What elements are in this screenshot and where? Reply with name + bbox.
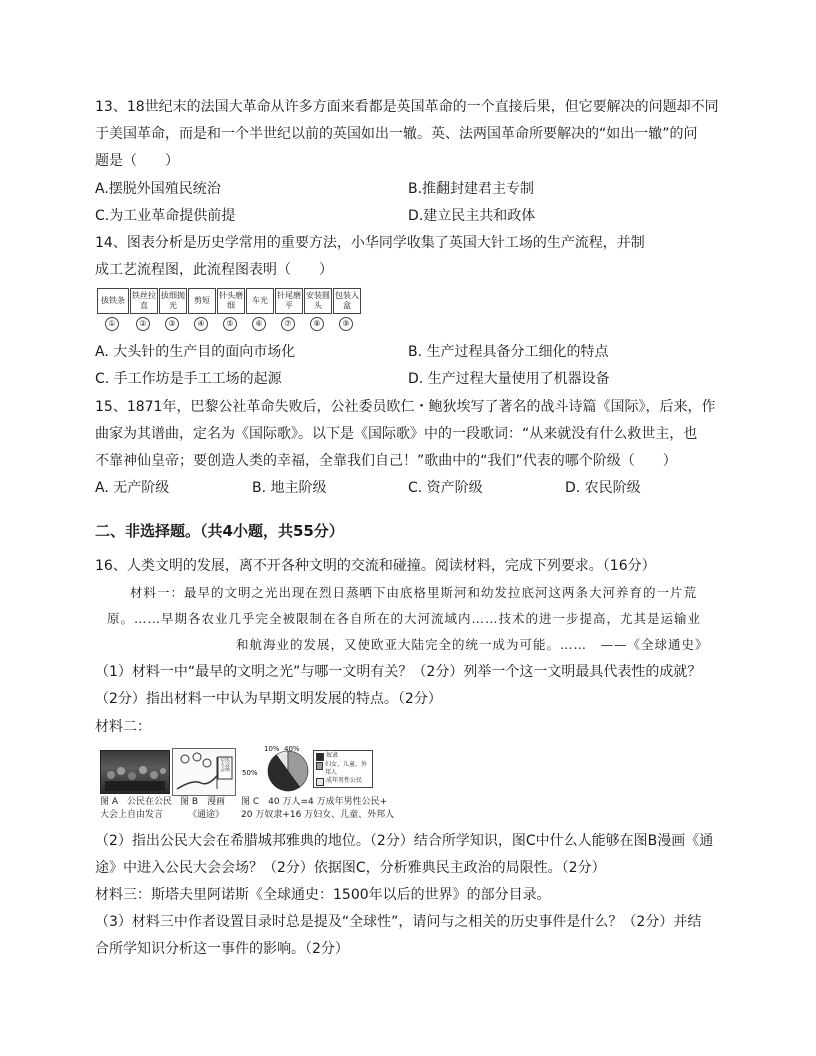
flow-step-number: ⑦	[281, 317, 295, 331]
sub-question-3-line1: （3）材料三中作者设置目录时总是提及“全球性”，请问与之相关的历史事件是什么？（2分）并结	[95, 914, 702, 930]
q15-option-d: D. 农民阶级	[565, 480, 641, 496]
q15-line1: 15、1871年，巴黎公社革命失败后，公社委员欧仁・鲍狄埃写了著名的战斗诗篇《国际》，后来，作	[95, 399, 716, 415]
legend-label: 妇女、儿童、外邦人	[325, 761, 368, 776]
pie-percent-label: 50%	[242, 769, 258, 777]
q15-option-a: A. 无产阶级	[95, 480, 170, 496]
q15-option-c: C. 资产阶级	[408, 480, 483, 496]
q13-option-c: C.为工业革命提供前提	[95, 208, 236, 224]
flow-step: 铁丝拉直	[130, 288, 158, 314]
flow-step-number: ⑥	[252, 317, 266, 331]
material-one-line2: 原。……早期各农业几乎完全被限制在各自所在的大河流域内……技术的进一步提高，尤其是运输业	[107, 611, 702, 626]
flow-step: 拔细抛光	[159, 288, 187, 314]
figure-a-caption-1: 图 A 公民在公民	[100, 797, 173, 807]
q14-option-d: D. 生产过程大量使用了机器设备	[408, 371, 610, 387]
q13-line2: 于美国革命，而是和一个半世纪以前的英国如出一辙。英、法两国革命所要解决的“如出一辙”的问	[95, 126, 698, 142]
pie-legend	[313, 750, 373, 788]
figure-c-caption-1: 图 C 40 万人=4 万成年男性公民+	[241, 797, 388, 807]
legend-label: 奴隶	[326, 752, 339, 759]
flow-step: 安装圆头	[304, 288, 332, 314]
pie-percent-label: 10%	[264, 745, 280, 753]
q13-line3: 题是（ ）	[95, 153, 179, 169]
flow-step-number: ②	[136, 317, 150, 331]
figure-c-caption-2: 20 万奴隶+16 万妇女、儿童、外邦人	[241, 810, 395, 820]
crowd-scene-icon	[101, 751, 169, 793]
q13-option-a: A.摆脱外国殖民统治	[95, 181, 221, 197]
q14-option-a: A. 大头针的生产目的面向市场化	[95, 344, 296, 360]
material-one-line1: 材料一：最早的文明之光出现在烈日蒸晒下由底格里斯河和幼发拉底河这两条大河养育的一片荒	[130, 585, 698, 600]
flow-step-number: ⑤	[223, 317, 237, 331]
flow-step-number: ③	[165, 317, 179, 331]
sub-question-1-line2: （2分）指出材料一中认为早期文明发展的特点。（2分）	[95, 691, 442, 707]
flow-step-number: ④	[194, 317, 208, 331]
flow-step: 车光	[246, 288, 274, 314]
q15-line2: 曲家为其谱曲，定名为《国际歌》。以下是《国际歌》中的一段歌词：“从来就没有什么救世主，也	[95, 426, 698, 442]
assembly-sign-text: 公民大会会场	[219, 757, 230, 773]
flow-step: 针尾磨平	[275, 288, 303, 314]
sub-question-1-line1: （1）材料一中“最早的文明之光”与哪一文明有关？（2分）列举一个这一文明最具代表性的成就？	[95, 664, 702, 680]
q13-option-d: D.建立民主共和政体	[408, 208, 536, 224]
q14-line2: 成工艺流程图，此流程图表明（ ）	[95, 262, 333, 278]
material-one-line3: 和航海业的发展，又使欧亚大陆完全的统一成为可能。…… ——《全球通史》	[236, 637, 709, 652]
flow-step: 剪短	[188, 288, 216, 314]
q13-option-b: B.推翻封建君主专制	[408, 181, 535, 197]
figure-b-cartoon	[172, 748, 236, 796]
flow-step-number: ①	[105, 317, 119, 331]
figure-a-photo	[100, 750, 170, 794]
q13-line1: 13、18世纪末的法国大革命从许多方面来看都是英国革命的一个直接后果，但它要解决的问题却不同	[95, 99, 719, 115]
sub-question-3-line2: 合所学知识分析这一事件的影响。（2分）	[95, 941, 349, 957]
material-three: 材料三：斯塔夫里阿诺斯《全球通史：1500年以后的世界》的部分目录。	[95, 887, 551, 903]
flow-step-number: ⑨	[339, 317, 353, 331]
legend-swatch	[316, 753, 324, 761]
q14-line1: 14、图表分析是历史学常用的重要方法，小华同学收集了英国大针工场的生产流程，并制	[95, 235, 645, 251]
pie-percent-label: 40%	[284, 745, 300, 753]
flow-step: 针头磨细	[217, 288, 245, 314]
q16-intro: 16、人类文明的发展，离不开各种文明的交流和碰撞。阅读材料，完成下列要求。（16分）	[95, 558, 656, 574]
sub-question-2-line1: （2）指出公民大会在希腊城邦雅典的地位。（2分）结合所学知识，图C中什么人能够在图B漫画《通	[95, 833, 714, 849]
flow-step: 拔铁条	[97, 288, 129, 314]
figure-b-caption-2: 《通途》	[188, 810, 225, 820]
flow-step: 包装入盒	[333, 288, 361, 314]
legend-label: 成年男性公民	[326, 777, 363, 784]
q14-option-b: B. 生产过程具备分工细化的特点	[408, 344, 609, 360]
legend-swatch	[316, 762, 323, 770]
flow-step-number: ⑧	[310, 317, 324, 331]
legend-item	[316, 752, 370, 761]
q15-line3: 不靠神仙皇帝；要创造人类的幸福，全靠我们自己！”歌曲中的“我们”代表的哪个阶级（ ）	[95, 453, 677, 469]
figure-b-caption-1: 图 B 漫画	[180, 797, 226, 807]
q15-option-b: B. 地主阶级	[252, 480, 327, 496]
material-two-label: 材料二：	[95, 719, 151, 735]
legend-swatch	[316, 778, 324, 786]
legend-item	[316, 777, 370, 786]
figure-a-caption-2: 大会上自由发言	[100, 810, 164, 820]
section-heading: 二、非选择题。（共4小题，共55分）	[95, 522, 344, 540]
legend-item	[316, 761, 370, 777]
q14-option-c: C. 手工作坊是手工工场的起源	[95, 371, 282, 387]
sub-question-2-line2: 途》中进入公民大会会场？（2分）依据图C，分析雅典民主政治的局限性。（2分）	[95, 860, 606, 876]
